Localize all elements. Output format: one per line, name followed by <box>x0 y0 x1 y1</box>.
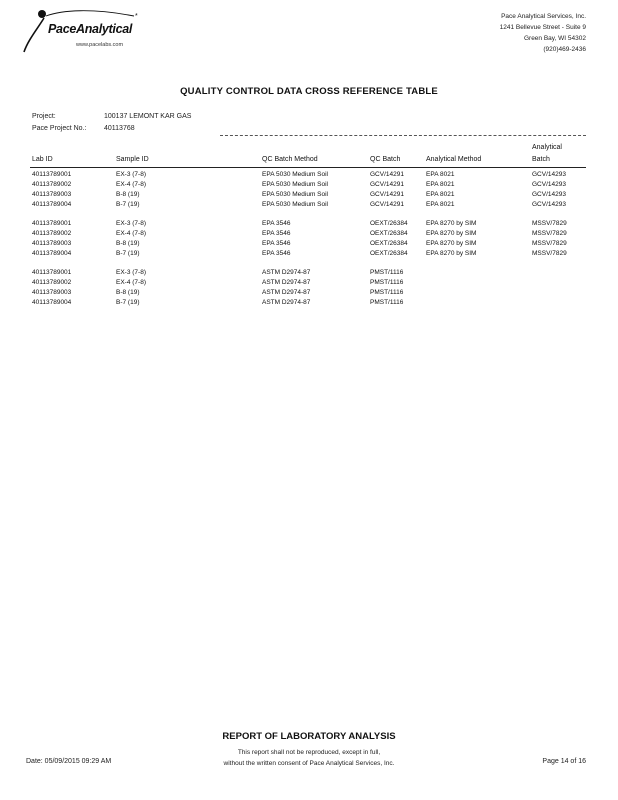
cell-qc-method: EPA 3546 <box>262 250 291 257</box>
cell-analytical-method: EPA 8021 <box>426 191 455 198</box>
col-header-analytical-method: Analytical Method <box>426 156 482 163</box>
cell-qc-method: EPA 3546 <box>262 240 291 247</box>
cell-analytical-method: EPA 8021 <box>426 181 455 188</box>
table-header-rule <box>30 167 586 168</box>
cell-lab-id: 40113789003 <box>32 240 72 247</box>
company-phone: (920)469-2436 <box>543 46 586 53</box>
cell-qc-batch: OEXT/26384 <box>370 230 408 237</box>
cell-qc-batch: PMST/1116 <box>370 269 404 276</box>
col-header-lab-id: Lab ID <box>32 156 53 163</box>
cell-qc-batch: PMST/1116 <box>370 299 404 306</box>
cell-lab-id: 40113789002 <box>32 279 72 286</box>
cell-sample-id: B-7 (19) <box>116 201 140 208</box>
col-header-qc-batch: QC Batch <box>370 156 401 163</box>
cell-qc-batch: GCV/14291 <box>370 181 404 188</box>
cell-lab-id: 40113789001 <box>32 220 72 227</box>
cell-analytical-batch: MSSV/7829 <box>532 250 567 257</box>
cell-sample-id: EX-4 (7-8) <box>116 230 146 237</box>
cell-analytical-method: EPA 8021 <box>426 201 455 208</box>
col-header-sample-id: Sample ID <box>116 156 149 163</box>
cell-analytical-batch: MSSV/7829 <box>532 230 567 237</box>
cell-sample-id: B-7 (19) <box>116 250 140 257</box>
cell-analytical-method: EPA 8021 <box>426 171 455 178</box>
footer-note-line-1: This report shall not be reproduced, except in full, <box>237 749 381 756</box>
cell-qc-method: ASTM D2974-87 <box>262 289 311 296</box>
cell-lab-id: 40113789003 <box>32 191 72 198</box>
cell-lab-id: 40113789001 <box>32 171 72 178</box>
cell-sample-id: EX-3 (7-8) <box>116 220 146 227</box>
logo-wordmark: PaceAnalytical <box>48 22 133 36</box>
cell-analytical-batch: MSSV/7829 <box>532 240 567 247</box>
header-divider-dotted <box>220 135 586 136</box>
cell-qc-batch: OEXT/26384 <box>370 250 408 257</box>
cell-sample-id: EX-3 (7-8) <box>116 171 146 178</box>
cell-qc-method: EPA 5030 Medium Soil <box>262 201 328 208</box>
cell-qc-batch: OEXT/26384 <box>370 240 408 247</box>
company-street: 1241 Bellevue Street - Suite 9 <box>499 24 586 31</box>
cell-analytical-method: EPA 8270 by SIM <box>426 230 477 237</box>
cell-lab-id: 40113789002 <box>32 230 72 237</box>
cell-analytical-batch: GCV/14293 <box>532 201 566 208</box>
project-value: 100137 LEMONT KAR GAS <box>104 113 192 120</box>
cell-sample-id: EX-3 (7-8) <box>116 269 146 276</box>
pace-project-label: Pace Project No.: <box>32 125 87 132</box>
cell-analytical-method: EPA 8270 by SIM <box>426 220 477 227</box>
cell-qc-batch: PMST/1116 <box>370 289 404 296</box>
cell-lab-id: 40113789004 <box>32 299 72 306</box>
project-label: Project: <box>32 113 56 120</box>
cell-qc-batch: GCV/14291 <box>370 201 404 208</box>
cell-qc-batch: PMST/1116 <box>370 279 404 286</box>
cell-sample-id: B-8 (19) <box>116 240 140 247</box>
footer-note-line-2: without the written consent of Pace Analytical Services, Inc. <box>223 760 395 767</box>
cell-sample-id: B-8 (19) <box>116 289 140 296</box>
cell-qc-method: EPA 5030 Medium Soil <box>262 171 328 178</box>
svg-text:*: * <box>135 13 138 20</box>
page-title: QUALITY CONTROL DATA CROSS REFERENCE TABLE <box>180 86 438 97</box>
cell-qc-batch: GCV/14291 <box>370 191 404 198</box>
cell-analytical-batch: MSSV/7829 <box>532 220 567 227</box>
cell-qc-method: ASTM D2974-87 <box>262 269 311 276</box>
cell-analytical-batch: GCV/14293 <box>532 191 566 198</box>
cell-sample-id: B-7 (19) <box>116 299 140 306</box>
cell-lab-id: 40113789002 <box>32 181 72 188</box>
col-header-analytical-1: Analytical <box>532 144 562 151</box>
cell-qc-batch: GCV/14291 <box>370 171 404 178</box>
cell-lab-id: 40113789004 <box>32 250 72 257</box>
cell-lab-id: 40113789004 <box>32 201 72 208</box>
cell-lab-id: 40113789003 <box>32 289 72 296</box>
cell-qc-method: EPA 3546 <box>262 230 291 237</box>
company-city: Green Bay, WI 54302 <box>523 35 586 42</box>
cell-qc-batch: OEXT/26384 <box>370 220 408 227</box>
cell-lab-id: 40113789001 <box>32 269 72 276</box>
cell-analytical-batch: GCV/14293 <box>532 171 566 178</box>
footer-date: Date: 05/09/2015 09:29 AM <box>26 758 112 765</box>
cell-sample-id: EX-4 (7-8) <box>116 181 146 188</box>
col-header-analytical-2: Batch <box>532 156 550 163</box>
col-header-qc-batch-method: QC Batch Method <box>262 156 318 163</box>
footer-title: REPORT OF LABORATORY ANALYSIS <box>222 731 396 742</box>
cell-qc-method: ASTM D2974-87 <box>262 299 311 306</box>
cell-sample-id: B-8 (19) <box>116 191 140 198</box>
pace-project-value: 40113768 <box>104 125 135 132</box>
logo-url: www.pacelabs.com <box>76 42 124 48</box>
cell-qc-method: ASTM D2974-87 <box>262 279 311 286</box>
cell-qc-method: EPA 5030 Medium Soil <box>262 191 328 198</box>
company-name: Pace Analytical Services, Inc. <box>501 13 586 20</box>
footer-page-number: Page 14 of 16 <box>542 758 586 765</box>
cell-qc-method: EPA 5030 Medium Soil <box>262 181 328 188</box>
cell-sample-id: EX-4 (7-8) <box>116 279 146 286</box>
cell-analytical-method: EPA 8270 by SIM <box>426 240 477 247</box>
cell-qc-method: EPA 3546 <box>262 220 291 227</box>
cell-analytical-batch: GCV/14293 <box>532 181 566 188</box>
cell-analytical-method: EPA 8270 by SIM <box>426 250 477 257</box>
